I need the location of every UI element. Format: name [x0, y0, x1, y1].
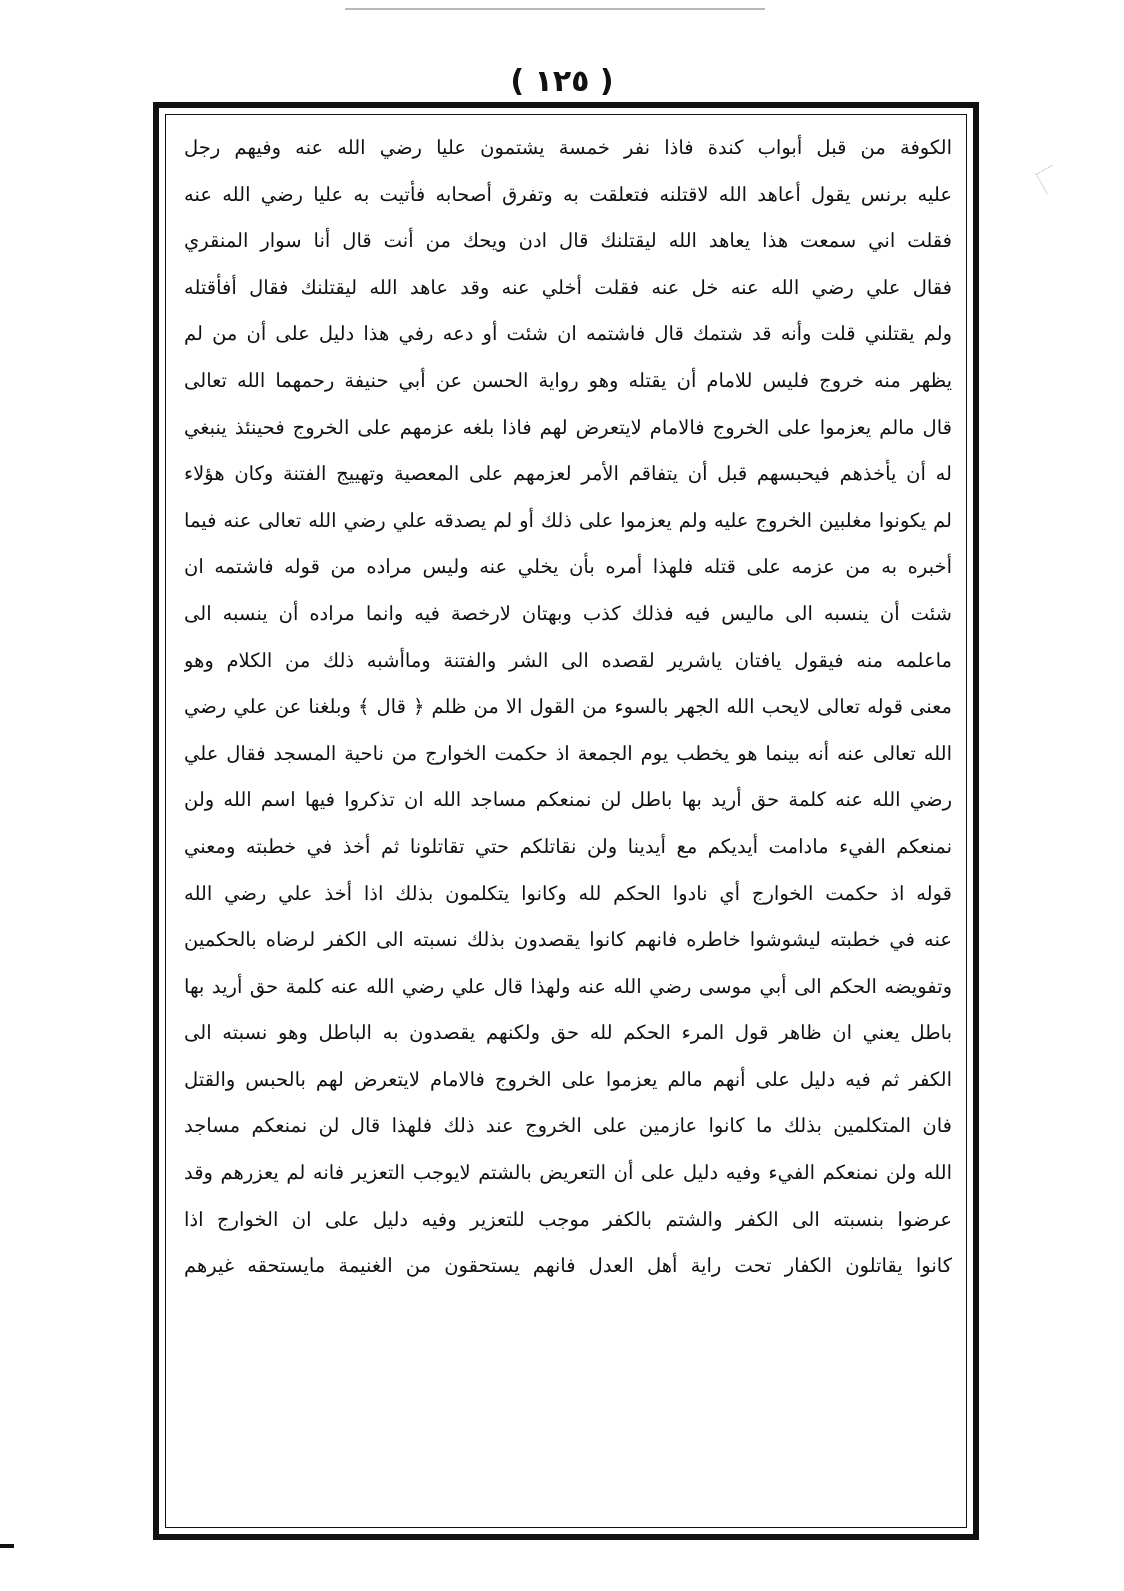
- text-line: قال مالم يعزموا على الخروج فالامام لايتعرض لهم فاذا بلغه عزمهم على الخروج فحينئذ ينبغي: [184, 415, 952, 439]
- text-line: ولم يقتلني قلت وأنه قد شتمك قال فاشتمه ان شئت أو دعه رفي هذا دليل على أن من لم: [184, 322, 952, 346]
- body-text: [184, 125, 952, 1515]
- margin-speck: [1036, 165, 1064, 194]
- text-line: نمنعكم الفيء مادامت أيديكم مع أيدينا ولن نقاتلكم حتي تقاتلونا ثم أخذ في خطبته ومعني: [184, 834, 952, 858]
- text-line: عرضوا بنسبته الى الكفر والشتم بالكفر موجب للتعزير وفيه دليل على ان الخوارج اذا: [184, 1207, 952, 1231]
- text-line: وتفويضه الحكم الى أبي موسى رضي الله عنه ولهذا قال علي رضي الله عنه كلمة حق أريد بها: [184, 974, 952, 998]
- text-line: فقال علي رضي الله عنه خل عنه فقلت أخلي عنه وقد عاهد الله ليقتلنك فقال أفأقتله: [184, 275, 952, 299]
- text-line: أخبره به من عزمه على قتله فلهذا أمره بأن يخلي عنه وليس مراده من قوله فاشتمه ان: [184, 555, 952, 579]
- text-line: الله تعالى عنه أنه بينما هو يخطب يوم الجمعة اذ حكمت الخوارج من ناحية المسجد فقال علي: [184, 741, 952, 765]
- text-line: ماعلمه منه فيقول يافتان ياشرير لقصده الى الشر والفتنة وماأشبه ذلك من الكلام وهو: [184, 648, 952, 672]
- top-rule: [345, 8, 765, 10]
- text-line: له أن يأخذهم فيحبسهم قبل أن يتفاقم الأمر لعزمهم على المعصية وتهييج الفتنة وكان هؤلاء: [184, 462, 952, 486]
- page-frame: [153, 102, 979, 1540]
- text-line: يظهر منه خروج فليس للامام أن يقتله وهو رواية الحسن عن أبي حنيفة رحمهما الله تعالى: [184, 368, 952, 392]
- page-frame-inner-border: [165, 114, 967, 1528]
- text-line: معنى قوله تعالى لايحب الله الجهر بالسوء من القول الا من ظلم ﴿ قال ﴾ وبلغنا عن علي رضي: [184, 695, 952, 719]
- page-number: ( ١٢٥ ): [510, 64, 614, 99]
- text-line: شئت أن ينسبه الى ماليس فيه فذلك كذب وبهتان لارخصة فيه وانما مراده أن ينسبه الى: [184, 601, 952, 625]
- corner-mark: [0, 1544, 14, 1548]
- text-line: الكفر ثم فيه دليل على أنهم مالم يعزموا على الخروج فالامام لايتعرض لهم بالحبس والقتل: [184, 1067, 952, 1091]
- text-line: الله ولن نمنعكم الفيء وفيه دليل على أن التعريض بالشتم لايوجب التعزير فانه لم يعزرهم وقد: [184, 1161, 952, 1185]
- text-line: عليه برنس يقول أعاهد الله لاقتلنه فتعلقت به وتفرق أصحابه فأتيت به عليا رضي الله عنه: [184, 182, 952, 206]
- text-line: فقلت اني سمعت هذا يعاهد الله ليقتلنك قال ادن ويحك من أنت قال أنا سوار المنقري: [184, 229, 952, 253]
- text-line: باطل يعني ان ظاهر قول المرء الحكم لله حق ولكنهم يقصدون به الباطل وهو نسبته الى: [184, 1021, 952, 1045]
- text-line: فان المتكلمين بذلك ما كانوا عازمين على الخروج عند ذلك فلهذا قال لن نمنعكم مساجد: [184, 1114, 952, 1138]
- text-line: رضي الله عنه كلمة حق أريد بها باطل لن نمنعكم مساجد الله ان تذكروا فيها اسم الله ولن: [184, 788, 952, 812]
- text-line: الكوفة من قبل أبواب كندة فاذا نفر خمسة يشتمون عليا رضي الله عنه وفيهم رجل: [184, 136, 952, 159]
- text-line: قوله اذ حكمت الخوارج أي نادوا الحكم لله وكانوا يتكلمون بذلك اذا أخذ علي رضي الله: [184, 881, 952, 905]
- text-line: عنه في خطبته ليشوشوا خاطره فانهم كانوا يقصدون بذلك نسبته الى الكفر لرضاه بالحكمين: [184, 928, 952, 952]
- text-line: كانوا يقاتلون الكفار تحت راية أهل العدل فانهم يستحقون من الغنيمة مايستحقه غيرهم: [184, 1254, 952, 1278]
- text-line: لم يكونوا مغلبين الخروج عليه ولم يعزموا على ذلك أو لم يصدقه علي رضي الله تعالى عنه فيما: [184, 508, 952, 532]
